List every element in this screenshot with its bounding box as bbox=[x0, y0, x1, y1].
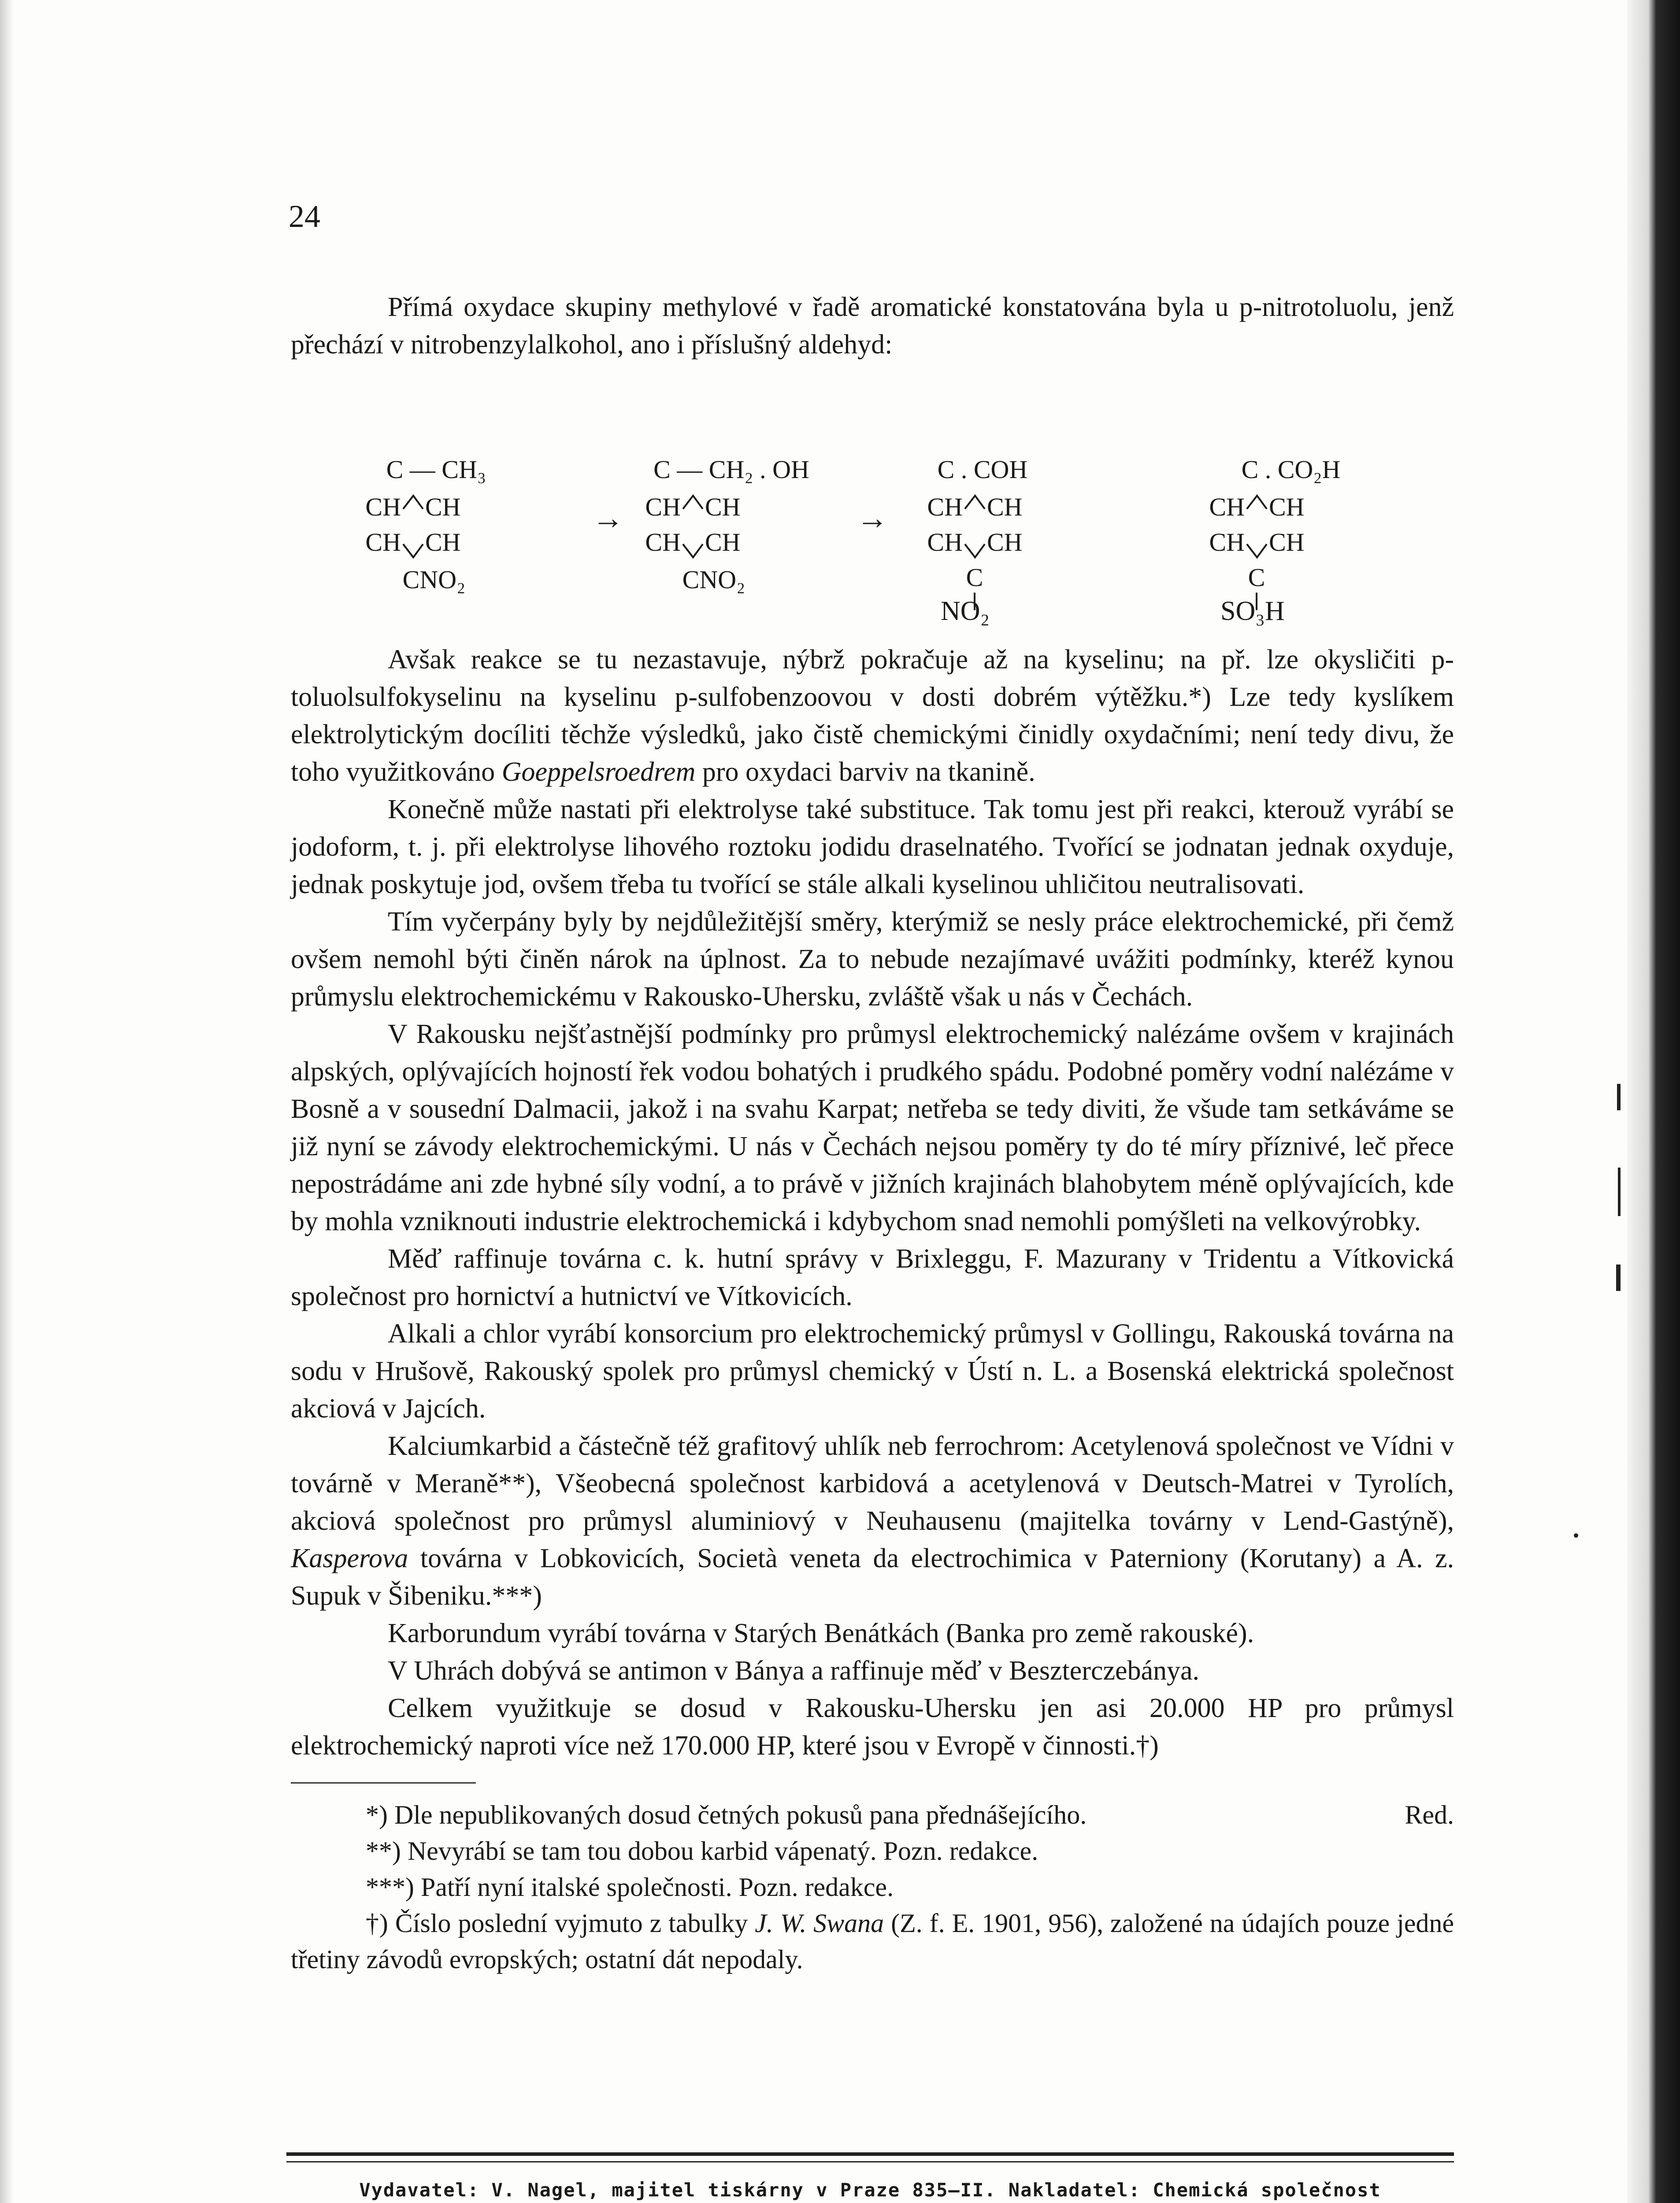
imprint bbox=[286, 2174, 1454, 2203]
formula-bottom: C bbox=[1248, 563, 1265, 592]
formula-nitrobenzaldehyde bbox=[927, 455, 1027, 610]
formula-substituents bbox=[291, 593, 1454, 641]
formula-top: C . CO₂H bbox=[1241, 455, 1341, 484]
margin-dot bbox=[1574, 1533, 1578, 1538]
formula-ch: CH bbox=[927, 528, 963, 556]
formula-ch: CH bbox=[1209, 528, 1245, 556]
margin-mark bbox=[1616, 1265, 1621, 1291]
paragraph: Avšak reakce se tu nezastavuje, nýbrž pokračuje až na kyselinu; na př. lze okysličiti p-toluolsulfokyselinu na kyselinu p-sulfobenzoovou v dosti dobrém výtěžku.*) Lze tedy kyslíkem elektrolytickým docíliti těchže výsledků, jako čistě chemickými činidly oxydačními; není tedy divu, že toho využitkováno Goeppelsroedrem pro oxydaci barviv na tkanině. bbox=[291, 645, 1454, 787]
paragraph: Tím vyčerpány byly by nejdůležitější směry, kterýmiž se nesly práce elektrochemické, při čemž ovšem nemohl býti činěn nárok na úplnost. Za to nebude nezajímavé uvážiti podmínky, kteréž kynou průmyslu elektrochemickému v Rakousko-Uhersku, zvláště však u nás v Čechách. bbox=[291, 907, 1454, 1012]
formula-ch: CH bbox=[365, 493, 401, 521]
paragraph: Alkali a chlor vyrábí konsorcium pro elektrochemický průmysl v Gollingu, Rakouská továrna na sodu v Hrušově, Rakouský spolek pro průmysl chemický v Ústí n. L. a Bosenská elektrická společnost akciová v Jajcích. bbox=[291, 1319, 1454, 1424]
formula-ch: CH bbox=[425, 493, 461, 521]
page-binding-edge bbox=[1627, 0, 1680, 2203]
imprint-divider bbox=[286, 2152, 1454, 2162]
paragraph: V Uhrách dobývá se antimon v Bánya a raffinuje měď v Beszterczebánya. bbox=[388, 1656, 1200, 1686]
footnote-divider bbox=[291, 1782, 476, 1784]
formula-ch: CH bbox=[705, 528, 741, 556]
page-number: 24 bbox=[289, 199, 320, 234]
margin-mark bbox=[1617, 1084, 1621, 1110]
formula-substituent-so3h: SO₃H bbox=[1220, 596, 1285, 626]
paragraph: Konečně může nastati při elektrolyse také substituce. Tak tomu jest při reakci, kterouž vyrábí se jodoform, t. j. při elektrolyse lihového roztoku jodidu draselnatého. Tvořící se jodnatan jednak oxyduje, jednak poskytuje jod, ovšem třeba tu tvořící se stále alkali kyselinou uhličitou neutralisovati. bbox=[291, 794, 1454, 899]
formula-top: C . COH bbox=[937, 455, 1028, 484]
main-text bbox=[291, 289, 1454, 1977]
paragraph: Celkem využitkuje se dosud v Rakousku-Uhersku jen asi 20.000 HP pro průmysl elektrochemický naproti více než 170.000 HP, které jsou v Evropě v činnosti.†) bbox=[291, 1693, 1454, 1761]
formula-bottom: C bbox=[966, 563, 983, 592]
footnote: *) Dle nepublikovaných dosud četných pokusů pana přednášejícího. Red. bbox=[366, 1800, 1454, 1829]
formula-ch: CH bbox=[1269, 528, 1305, 556]
imprint-line: Vydavatel: V. Nagel, majitel tiskárny v Praze 835—II. Nakladatel: Chemická společnost bbox=[359, 2179, 1381, 2201]
formula-ch: CH bbox=[987, 493, 1023, 521]
formula-ch: CH bbox=[927, 493, 963, 521]
formula-ch: CH bbox=[645, 493, 681, 521]
reaction-arrow: → bbox=[592, 501, 624, 536]
formula-ch: CH bbox=[705, 493, 741, 521]
paragraph: Karborundum vyrábí továrna v Starých Benátkách (Banka pro země rakouské). bbox=[388, 1618, 1254, 1648]
footnote: ***) Patří nyní italské společnosti. Pozn. redakce. bbox=[366, 1873, 894, 1902]
formula-sulfobenzoic-acid bbox=[1209, 455, 1340, 610]
formula-bottom: CNO₂ bbox=[402, 565, 466, 594]
paragraph: Měď raffinuje továrna c. k. hutní správy v Brixleggu, F. Mazurany v Tridentu a Vítkovická společnost pro hornictví a hutnictví ve Vítkovicích. bbox=[291, 1244, 1454, 1311]
paragraph: Kalciumkarbid a částečně též grafitový uhlík neb ferrochrom: Acetylenová společnost ve Vídni v továrně v Meraně**), Všeobecná společnost karbidová a acetylenová v Deutsch-Matrei v Tyrolích, akciová společnost pro průmysl aluminiový v Neuhausenu (majitelka továrny v Lend-Gastýně), Kasperova továrna v Lobkovicích, Società veneta da electrochimica v Paterniony (Korutany) a A. z. Supuk v Šibeniku.***) bbox=[291, 1431, 1454, 1611]
footnote: **) Nevyrábí se tam tou dobou karbid vápenatý. Pozn. redakce. bbox=[366, 1836, 1038, 1866]
formula-ch: CH bbox=[365, 528, 401, 556]
formula-ch: CH bbox=[1269, 493, 1305, 521]
formula-top: C — CH₂ . OH bbox=[653, 455, 809, 484]
footnote: †) Číslo poslední vyjmuto z tabulky J. W. Swana (Z. f. E. 1901, 956), založené na údajích pouze jedné třetiny závodů evropských; ostatní dát nepodaly. bbox=[291, 1909, 1454, 1974]
formula-figure bbox=[291, 363, 1454, 610]
formula-top: C — CH₃ bbox=[386, 455, 486, 484]
paragraph: V Rakousku nejšťastnější podmínky pro průmysl elektrochemický nalézáme ovšem v krajinách alpských, oplývajících hojností řek vodou bohatých i prudkého spádu. Podobné poměry vodní nalézáme v Bosně a v sousední Dalmacii, jakož i na svahu Karpat; netřeba se tedy diviti, že všude tam setkáváme se již nyní se závody elektrochemickými. U nás v Čechách nejsou poměry ty do té míry příznivé, leč přece nepostrádáme ani zde hybné síly vodní, a to právě v jižních krajinách blahobytem méně oplývajících, kde by mohla vzniknouti industrie elektrochemická i kdybychom snad nemohli pomýšleti na velkovýrobky. bbox=[291, 1019, 1454, 1236]
formula-ch: CH bbox=[425, 528, 461, 556]
formula-ch: CH bbox=[1209, 493, 1245, 521]
margin-mark bbox=[1618, 1168, 1621, 1216]
reaction-arrow: → bbox=[857, 501, 888, 536]
formula-p-nitrotoluene bbox=[365, 455, 486, 594]
formula-bottom: CNO₂ bbox=[682, 565, 745, 594]
footnotes bbox=[291, 1797, 1454, 1977]
chemical-formulas bbox=[291, 363, 1454, 610]
formula-substituent-no2: NO₂ bbox=[941, 596, 990, 626]
formula-ch: CH bbox=[987, 528, 1023, 556]
formula-ch: CH bbox=[645, 528, 681, 556]
intro-paragraph: Přímá oxydace skupiny methylové v řadě aromatické konstatována byla u p-nitrotoluolu, jenž přechází v nitrobenzylalkohol, ano i příslušný aldehyd: bbox=[291, 292, 1454, 360]
page-shadow-left bbox=[0, 0, 13, 2203]
formula-nitrobenzyl-alcohol bbox=[645, 455, 809, 594]
